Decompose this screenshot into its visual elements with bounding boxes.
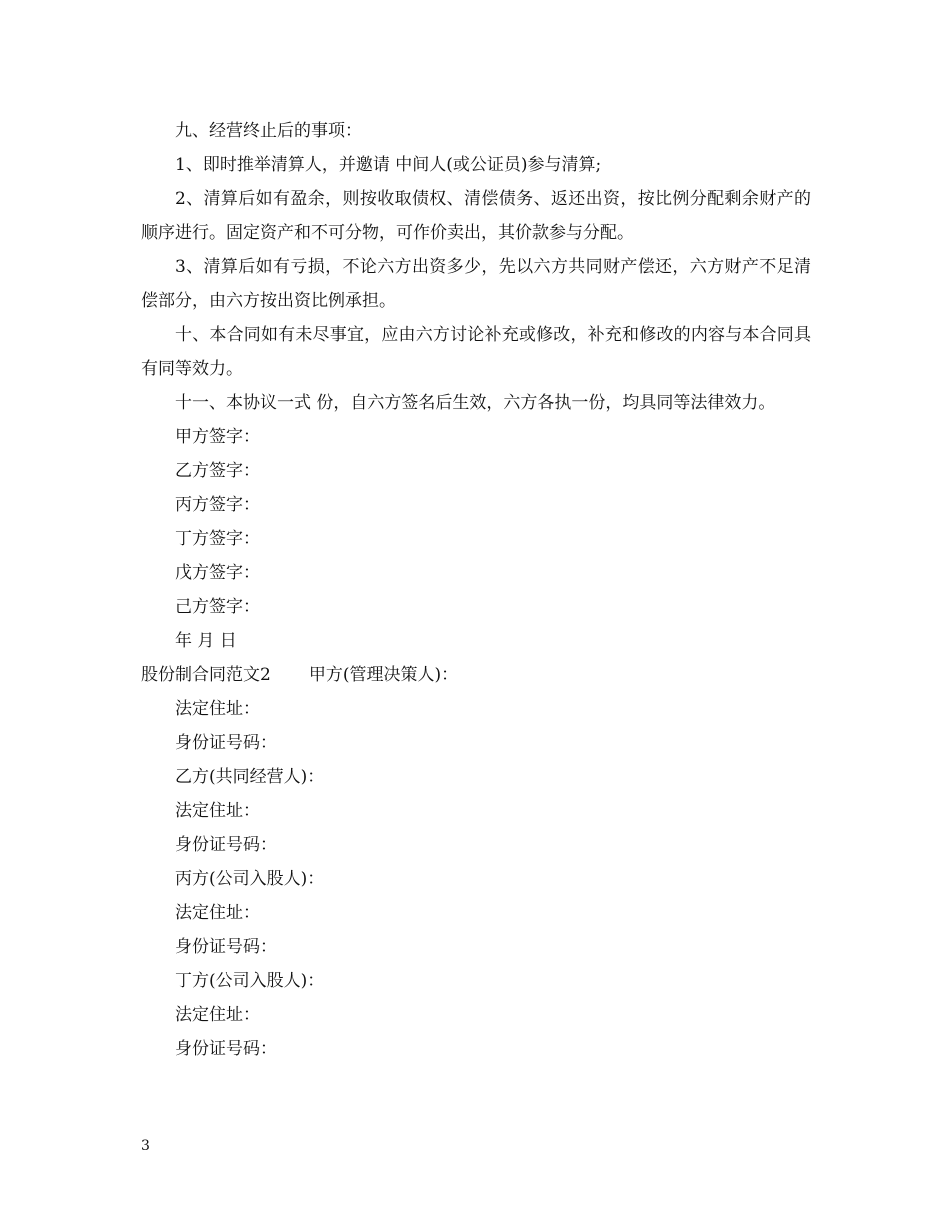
- section-2-heading-line: [141, 658, 811, 692]
- paragraph-section-9-heading: 九、经营终止后的事项：: [175, 121, 362, 141]
- party-a-address-line: 法定住址：: [175, 699, 260, 719]
- paragraph-clause-1: 1、即时推举清算人，并邀请 中间人(或公证员)参与清算;: [175, 155, 602, 175]
- party-a-id-line: 身份证号码：: [175, 733, 277, 753]
- party-c-address-line: 法定住址：: [175, 903, 260, 923]
- party-d-heading: 丁方(公司入股人)：: [175, 971, 325, 991]
- party-d-address-line: 法定住址：: [175, 1005, 260, 1025]
- signature-line-party-c: 丙方签字：: [175, 495, 260, 515]
- signature-line-party-f: 己方签字：: [175, 597, 260, 617]
- page-number: 3: [141, 1138, 150, 1154]
- party-d-id-line: 身份证号码：: [175, 1039, 277, 1059]
- paragraph-section-11: 十一、本协议一式 份，自六方签名后生效，六方各执一份，均具同等法律效力。: [175, 393, 776, 413]
- signature-line-party-b: 乙方签字：: [175, 461, 260, 481]
- party-a-heading: 甲方(管理决策人)：: [308, 665, 459, 685]
- paragraph-clause-2: 2、清算后如有盈余，则按收取债权、清偿债务、返还出资，按比例分配剩余财产的顺序进行。固定资产和不可分物，可作价卖出，其价款参与分配。: [141, 189, 811, 243]
- party-c-heading: 丙方(公司入股人)：: [175, 869, 325, 889]
- paragraph-clause-3: 3、清算后如有亏损，不论六方出资多少，先以六方共同财产偿还，六方财产不足清偿部分，由六方按出资比例承担。: [141, 257, 811, 311]
- signature-line-party-a: 甲方签字：: [175, 427, 260, 447]
- section-2-title: 股份制合同范文2: [141, 665, 271, 685]
- signature-line-party-e: 戊方签字：: [175, 563, 260, 583]
- party-b-heading: 乙方(共同经营人)：: [175, 767, 325, 787]
- signature-line-party-d: 丁方签字：: [175, 529, 260, 549]
- party-b-id-line: 身份证号码：: [175, 835, 277, 855]
- paragraph-section-10: 十、本合同如有未尽事宜，应由六方讨论补充或修改，补充和修改的内容与本合同具有同等效力。: [141, 325, 811, 379]
- date-line: 年 月 日: [175, 631, 237, 651]
- party-b-address-line: 法定住址：: [175, 801, 260, 821]
- party-c-id-line: 身份证号码：: [175, 937, 277, 957]
- document-body: [141, 114, 811, 1066]
